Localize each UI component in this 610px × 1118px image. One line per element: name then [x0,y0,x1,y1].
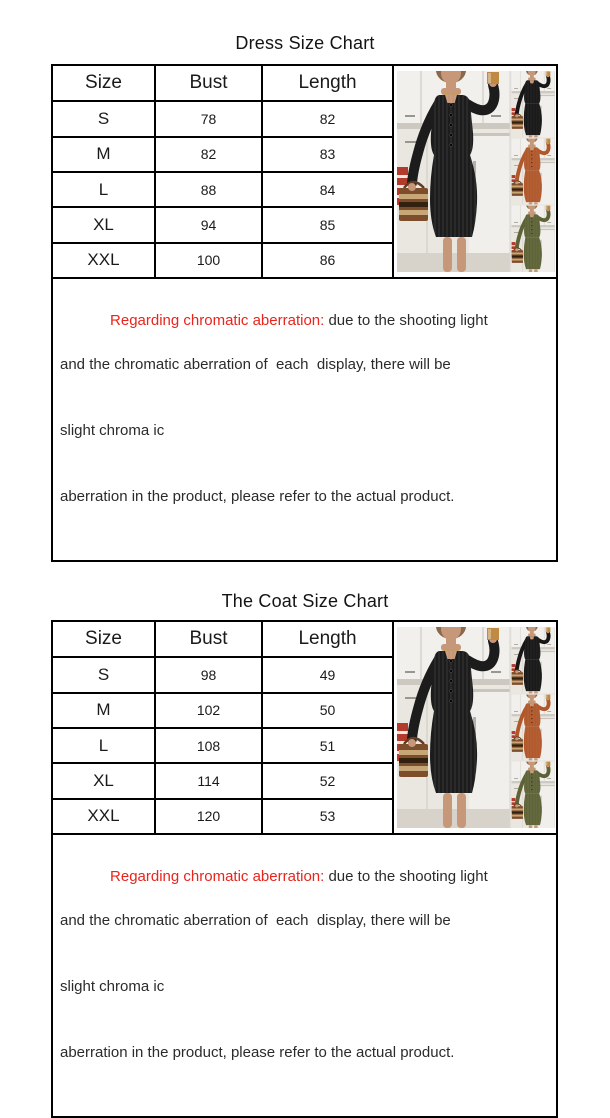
length-cell: 86 [262,243,393,278]
note-line: due to the shooting light [324,868,488,885]
variant-thumb-rust [511,689,555,772]
table-header-row [52,621,557,657]
length-cell: 85 [262,207,393,242]
column-header-length: Length [262,65,393,101]
bust-cell: 100 [155,243,262,278]
chromatic-aberration-note [52,278,557,561]
column-header-size: Size [52,65,155,101]
bust-cell: 108 [155,728,262,763]
size-cell: XL [52,763,155,798]
coat-size-table [51,620,558,1118]
product-photo [397,627,555,828]
bust-cell: 120 [155,799,262,834]
product-photo-cell [393,65,557,278]
variant-thumb-olive [511,200,555,272]
column-header-size: Size [52,621,155,657]
size-cell: XXL [52,243,155,278]
product-photo-main [397,71,511,272]
column-header-length: Length [262,621,393,657]
size-cell: L [52,728,155,763]
note-line: slight chroma ic [60,978,165,995]
table-header-row [52,65,557,101]
note-line: and the chromatic aberration of each display, there will be [60,356,451,373]
coat-size-section [0,562,610,1118]
dress-chart-title: Dress Size Chart [235,33,375,53]
note-row [52,278,557,561]
length-cell: 82 [262,101,393,136]
note-row [52,834,557,1117]
product-photo-cell [393,621,557,834]
size-cell: M [52,693,155,728]
bust-cell: 88 [155,172,262,207]
note-highlight: Regarding chromatic aberration: [110,312,325,329]
bust-cell: 102 [155,693,262,728]
length-cell: 50 [262,693,393,728]
chromatic-aberration-note [52,834,557,1117]
bust-cell: 94 [155,207,262,242]
length-cell: 52 [262,763,393,798]
note-line: aberration in the product, please refer to the actual product. [60,488,455,505]
size-cell: L [52,172,155,207]
size-cell: M [52,137,155,172]
product-photo-main [397,627,511,828]
note-highlight: Regarding chromatic aberration: [110,868,325,885]
bust-cell: 78 [155,101,262,136]
variant-thumb-rust [511,133,555,216]
note-line: slight chroma ic [60,422,165,439]
bust-cell: 114 [155,763,262,798]
length-cell: 83 [262,137,393,172]
coat-chart-title: The Coat Size Chart [221,591,389,611]
size-cell: S [52,101,155,136]
size-cell: XXL [52,799,155,834]
size-cell: S [52,657,155,692]
note-line: and the chromatic aberration of each display, there will be [60,912,451,929]
variant-thumb-black [511,627,555,705]
bust-cell: 82 [155,137,262,172]
bust-cell: 98 [155,657,262,692]
length-cell: 84 [262,172,393,207]
length-cell: 49 [262,657,393,692]
size-cell: XL [52,207,155,242]
dress-size-table [51,64,558,562]
length-cell: 51 [262,728,393,763]
note-line: aberration in the product, please refer to the actual product. [60,1044,455,1061]
length-cell: 53 [262,799,393,834]
variant-thumb-olive [511,756,555,828]
column-header-bust: Bust [155,621,262,657]
variant-thumb-black [511,71,555,149]
note-line: due to the shooting light [324,312,488,329]
column-header-bust: Bust [155,65,262,101]
product-photo [397,71,555,272]
